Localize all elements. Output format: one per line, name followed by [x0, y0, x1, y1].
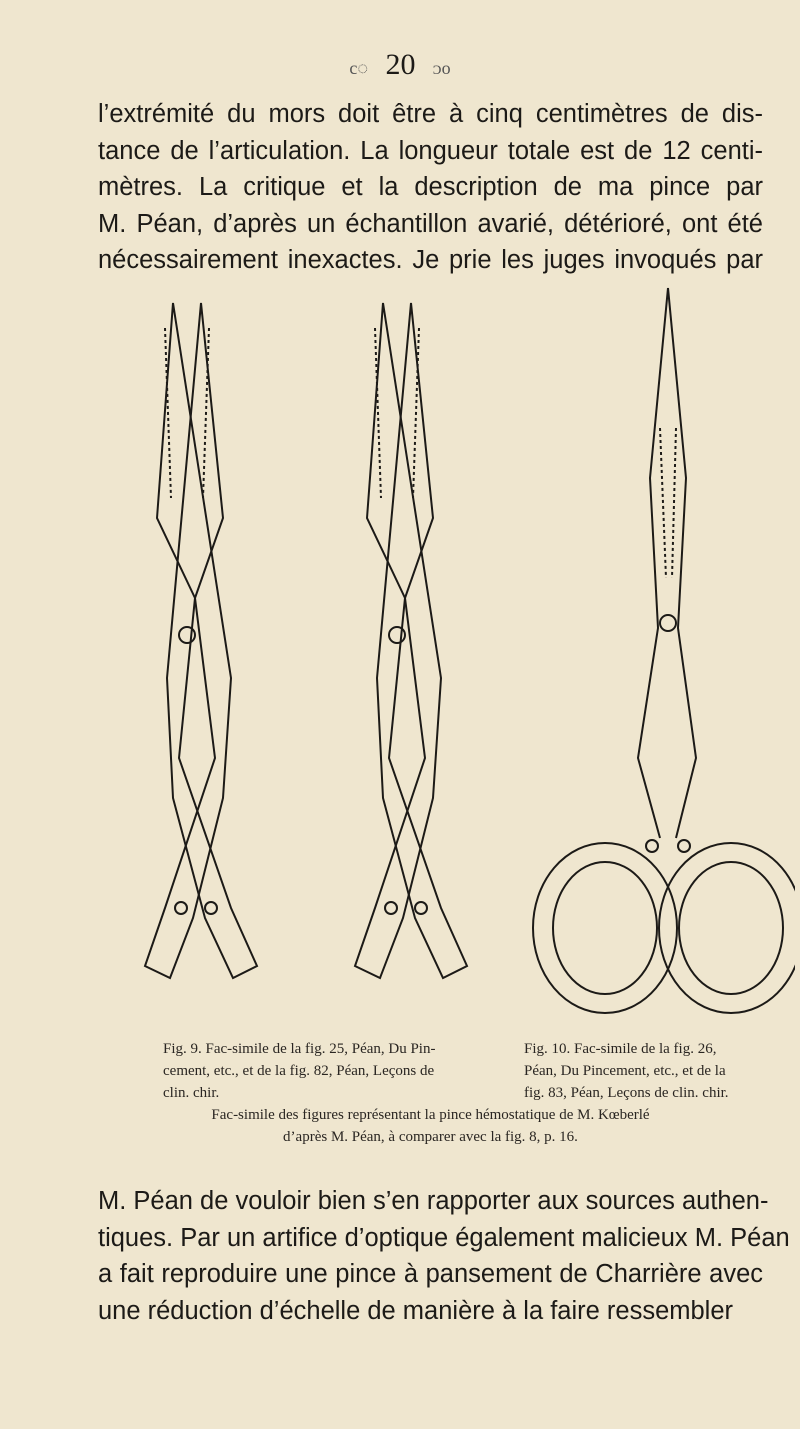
caption-line: cement, etc., et de la fig. 82, Péan, Leçons de: [163, 1063, 435, 1079]
text-line: tiques. Par un artifice d’optique également malicieux M. Péan: [98, 1223, 790, 1252]
text-line: a fait reproduire une pince à pansement de Charrière avec: [98, 1260, 763, 1288]
caption-fig10: [524, 1038, 786, 1104]
caption-fig9: [163, 1038, 503, 1104]
header-ornament-right: ᴐo: [433, 58, 451, 78]
caption-common: [98, 1104, 763, 1148]
text-line: M. Péan de vouloir bien s’en rapporter aux sources authen-: [98, 1187, 769, 1215]
text-line: une réduction d’échelle de manière à la faire ressembler: [98, 1296, 734, 1325]
text-line: M. Péan, d’après un échantillon avarié, détérioré, ont été: [98, 209, 763, 238]
fig-9b-forceps: [355, 303, 467, 978]
paragraph-top: [98, 96, 763, 279]
fig-9a-forceps: [145, 303, 257, 978]
caption-line: Fig. 10. Fac-simile de la fig. 26,: [524, 1041, 717, 1057]
page-header: [0, 48, 800, 82]
text-line: mètres. La critique et la description de ma pince par: [98, 173, 763, 201]
caption-line: fig. 83, Péan, Leçons de clin. chir.: [524, 1085, 729, 1101]
header-ornament-left: c◌: [349, 58, 369, 78]
caption-line: Fig. 9. Fac-simile de la fig. 25, Péan, Du Pin-: [163, 1041, 436, 1057]
caption-line: clin. chir.: [163, 1085, 220, 1101]
forceps-illustrations: [135, 278, 795, 1023]
caption-line: Fac-simile des figures représentant la pince hémostatique de M. Kœberlé: [211, 1107, 650, 1123]
page-number: 20: [385, 48, 416, 81]
text-line: l’extrémité du mors doit être à cinq centimètres de dis-: [98, 100, 763, 128]
paragraph-bottom: [98, 1183, 790, 1329]
fig-10-forceps: [533, 288, 795, 1013]
text-line: tance de l’articulation. La longueur totale est de 12 centi-: [98, 136, 763, 165]
text-line: nécessairement inexactes. Je prie les juges invoqués par: [98, 246, 763, 274]
caption-line: Péan, Du Pincement, etc., et de la: [524, 1063, 726, 1079]
caption-line: d’après M. Péan, à comparer avec la fig. 8, p. 16.: [283, 1129, 578, 1145]
